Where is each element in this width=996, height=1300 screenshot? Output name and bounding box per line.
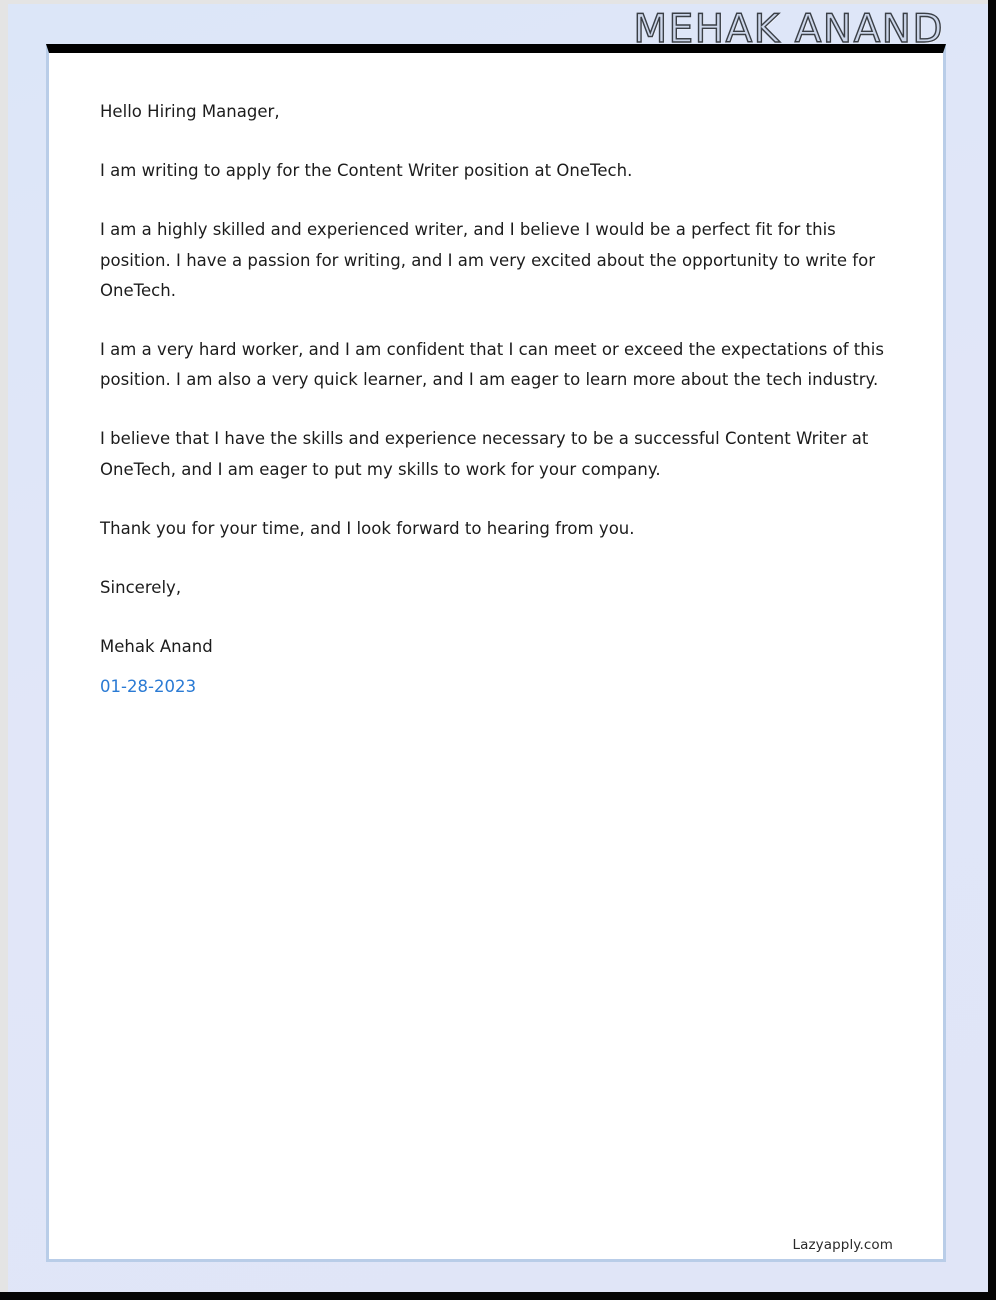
letter-paragraph-3: I am a very hard worker, and I am confident that I can meet or exceed the expectations of this position. I am also a very quick learner, and I am eager to learn more about the tech industry. bbox=[100, 340, 884, 390]
letterhead bbox=[0, 8, 948, 52]
letter-date: 01-28-2023 bbox=[100, 677, 197, 697]
letter-paragraph-5: Thank you for your time, and I look forward to hearing from you. bbox=[100, 518, 635, 538]
letterhead-name: MEHAK ANAND bbox=[633, 7, 944, 52]
footer-brand: Lazyapply.com bbox=[792, 1237, 893, 1253]
signature-name: Mehak Anand bbox=[100, 637, 213, 657]
letter-paragraph-1: I am writing to apply for the Content Writer position at OneTech. bbox=[100, 161, 633, 181]
letter-paragraph-4: I believe that I have the skills and experience necessary to be a successful Content Writer at OneTech, and I am eager to put my skills to work for your company. bbox=[100, 429, 869, 479]
salutation: Hello Hiring Manager, bbox=[100, 102, 280, 121]
letter-body bbox=[100, 97, 893, 703]
letter-sheet-inner bbox=[49, 53, 943, 1259]
letter-sheet bbox=[46, 44, 946, 1262]
letter-paragraph-2: I am a highly skilled and experienced writer, and I believe I would be a perfect fit for this position. I have a passion for writing, and I am very excited about the opportunity to write for OneTech. bbox=[100, 220, 876, 300]
right-edge-bar bbox=[988, 0, 996, 1300]
closing-salutation: Sincerely, bbox=[100, 578, 182, 598]
bottom-edge-bar bbox=[0, 1292, 996, 1300]
